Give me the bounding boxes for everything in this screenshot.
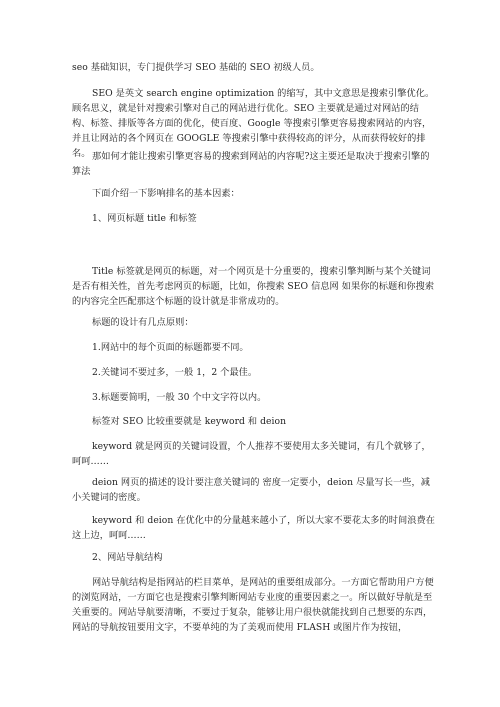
- list-item-principle-3: 3.标题要简明，一般 30 个中文字符以内。: [92, 392, 267, 403]
- paragraph-ranking-factors: 下面介绍一下影响排名的基本因素：: [92, 188, 240, 199]
- paragraph-seo-definition: SEO 是英文 search engine optimization 的缩写，其中文意思是搜索引擎优化。顾名思义，就是针对搜索引擎对自己的网站进行优化。SEO 主要就是通过对网站的结构、标签、排版等各方面的优化，使百度、Google 等搜索引擎更容易搜索网站的内容，并且让网站的各个网页在 GOOGLE 等搜索引擎中获得较高的评分，从而获得较好的排名。: [72, 88, 435, 159]
- paragraph-title-tag: Title 标签就是网页的标题，对一个网页是十分重要的，搜索引擎判断与某个关键词是否有相关性，首先考虑网页的标题，比如，你搜索 SEO 信息网 如果你的标题和你搜索的内容完全匹配那这个标题的设计就是非常成功的。: [72, 266, 435, 307]
- paragraph-keyword: keyword 就是网页的关键词设置，个人推荐不要使用太多关键词，有几个就够了，呵呵……: [72, 441, 431, 467]
- list-item-principle-2: 2.关键词不要过多，一般 1，2 个最佳。: [92, 367, 258, 378]
- paragraph-search-algorithm: 那如何才能让搜索引擎更容易的搜索到网站的内容呢?这主要还是取决于搜索引擎的算法: [72, 151, 430, 177]
- list-item-principle-1: 1.网站中的每个页面的标题都要不同。: [92, 342, 249, 353]
- paragraph-intro: seo 基础知识，专门提供学习 SEO 基础的 SEO 初级人员。: [72, 62, 320, 73]
- paragraph-keyword-deion: 标签对 SEO 比较重要就是 keyword 和 deion: [92, 416, 287, 427]
- paragraph-title-principles: 标题的设计有几点原则：: [92, 317, 194, 328]
- heading-navigation: 2、网站导航结构: [92, 552, 163, 563]
- paragraph-weight: keyword 和 deion 在优化中的分量越来越小了，所以大家不要花太多的时间浪费在这上边，呵呵……: [72, 515, 435, 541]
- paragraph-deion: deion 网页的描述的设计要注意关键词的 密度一定要小，deion 尽量写长一些，减小关键词的密度。: [72, 477, 430, 503]
- paragraph-navigation: 网站导航结构是指网站的栏目菜单，是网站的重要组成部分。一方面它帮助用户方便的浏览网站，一方面它也是搜索引擎判断网站专业度的重要因素之一。所以做好导航是至关重要的。网站导航要清晰，不要过于复杂，能够让用户很快就能找到自己想要的东西，网站的导航按钮要用文字，不要单纯的为了美观而使用 FLASH 或图片作为按钮，: [72, 577, 434, 633]
- heading-title-tags: 1、网页标题 title 和标签: [92, 213, 197, 224]
